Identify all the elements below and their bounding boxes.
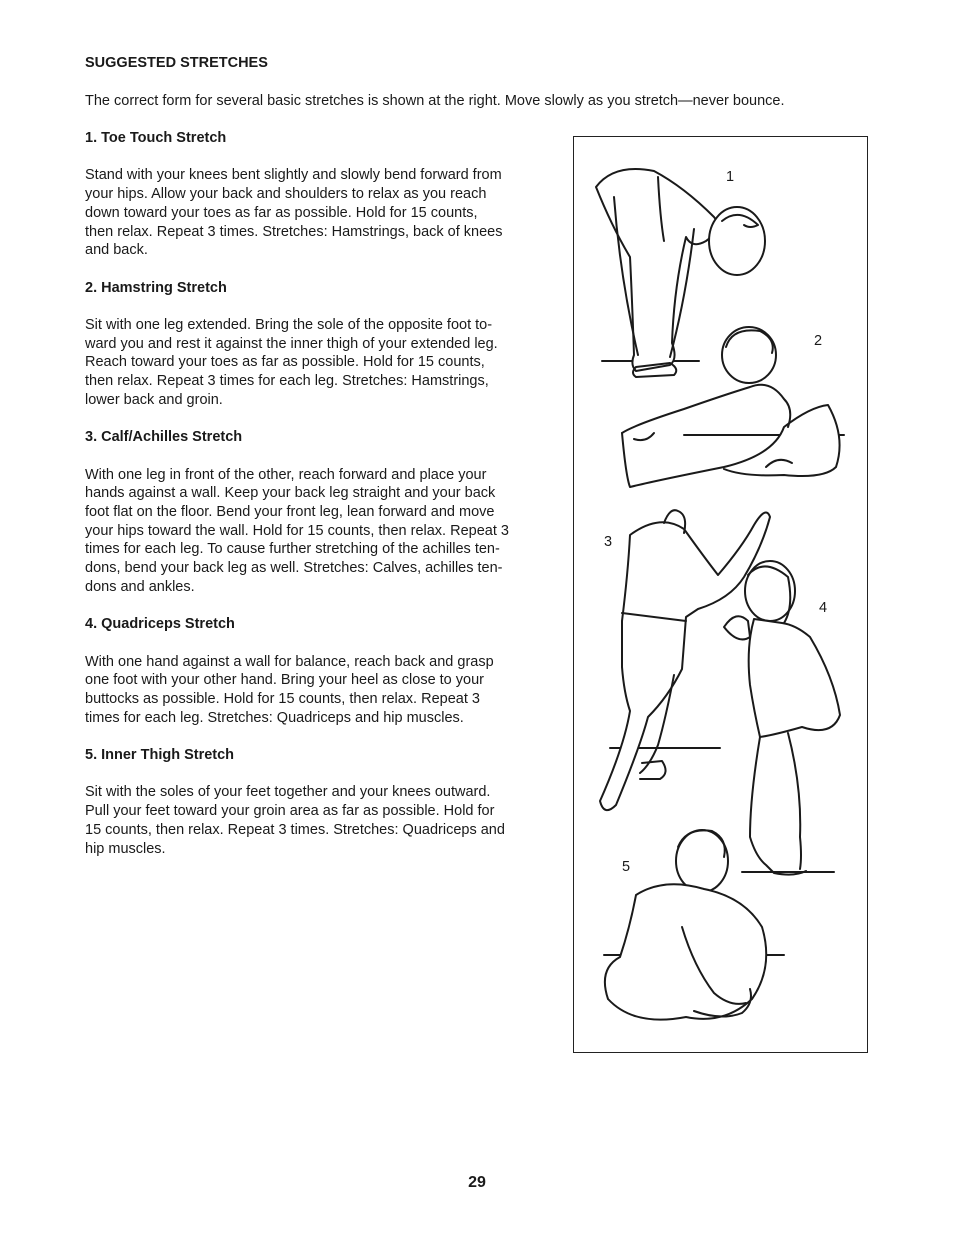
section-body (85, 783, 555, 858)
section-text-line: Stand with your knees bent slightly and slowly bend forward from (85, 167, 502, 184)
stretches-illustration-panel (573, 136, 868, 1053)
section-text-line: ward you and rest it against the inner thigh of your extended leg. (85, 335, 498, 352)
section-text-line: foot flat on the floor. Bend your front leg, lean forward and move (85, 503, 495, 520)
section-body (85, 466, 555, 597)
section-text-line: 15 counts, then relax. Repeat 3 times. Stretches: Quadriceps and (85, 821, 505, 838)
section-text-line: times for each leg. To cause further stretching of the achilles ten- (85, 541, 500, 558)
section-text-line: your hips. Allow your back and shoulders to relax as you reach (85, 186, 487, 203)
figure-label-3: 3 (604, 534, 613, 550)
section-text-line: Pull your feet toward your groin area as far as possible. Hold for (85, 803, 495, 820)
calf-achilles-figure (600, 510, 770, 810)
figure-label-5: 5 (622, 859, 631, 875)
section-title: 5. Inner Thigh Stretch (85, 747, 235, 764)
section-text-line: then relax. Repeat 3 times for each leg. Stretches: Hamstrings, (85, 373, 489, 390)
section-text-line: one foot with your other hand. Bring your heel as close to your (85, 672, 484, 689)
section-text-line: With one hand against a wall for balance, reach back and grasp (85, 653, 494, 670)
instructions-column (85, 129, 555, 877)
section-text-line: then relax. Repeat 3 times. Stretches: Hamstrings, back of knees (85, 223, 503, 240)
section-text-line: hands against a wall. Keep your back leg straight and your back (85, 485, 496, 502)
figure-label-4: 4 (819, 600, 828, 616)
page-number: 29 (468, 1174, 486, 1191)
section-text-line: times for each leg. Stretches: Quadriceps and hip muscles. (85, 709, 464, 726)
section-title: 4. Quadriceps Stretch (85, 616, 235, 633)
section-text-line: and back. (85, 242, 148, 259)
section-title: 2. Hamstring Stretch (85, 279, 227, 296)
section-text-line: Sit with the soles of your feet together and your knees outward. (85, 784, 491, 801)
section-text-line: Reach toward your toes as far as possible. Hold for 15 counts, (85, 354, 485, 371)
section-text-line: With one leg in front of the other, reach forward and place your (85, 466, 487, 483)
section-toe-touch (85, 129, 555, 260)
section-text-line: hip muscles. (85, 840, 166, 857)
section-body (85, 166, 555, 260)
figure-label-2: 2 (814, 333, 823, 349)
section-text-line: down toward your toes as far as possible. Hold for 15 counts, (85, 204, 478, 221)
section-title: 3. Calf/Achilles Stretch (85, 429, 243, 446)
page-heading: SUGGESTED STRETCHES (85, 55, 268, 71)
figure-label-1: 1 (726, 169, 735, 185)
intro-paragraph: The correct form for several basic stretches is shown at the right. Move slowly as you stretch—never bounce. (85, 93, 785, 109)
section-quadriceps (85, 615, 555, 727)
section-text-line: lower back and groin. (85, 391, 223, 408)
section-text-line: Sit with one leg extended. Bring the sole of the opposite foot to- (85, 316, 493, 333)
section-body (85, 653, 555, 728)
section-inner-thigh (85, 746, 555, 858)
stretch-figures-illustration (574, 137, 869, 1054)
section-hamstring (85, 279, 555, 410)
section-text-line: dons and ankles. (85, 578, 195, 595)
section-text-line: your hips toward the wall. Hold for 15 counts, then relax. Repeat 3 (85, 522, 509, 539)
section-body (85, 316, 555, 410)
section-calf-achilles (85, 428, 555, 596)
section-title: 1. Toe Touch Stretch (85, 130, 227, 146)
inner-thigh-figure (604, 830, 784, 1020)
section-text-line: dons, bend your back leg as well. Stretches: Calves, achilles ten- (85, 560, 503, 577)
section-text-line: buttocks as possible. Hold for 15 counts, then relax. Repeat 3 (85, 690, 480, 707)
